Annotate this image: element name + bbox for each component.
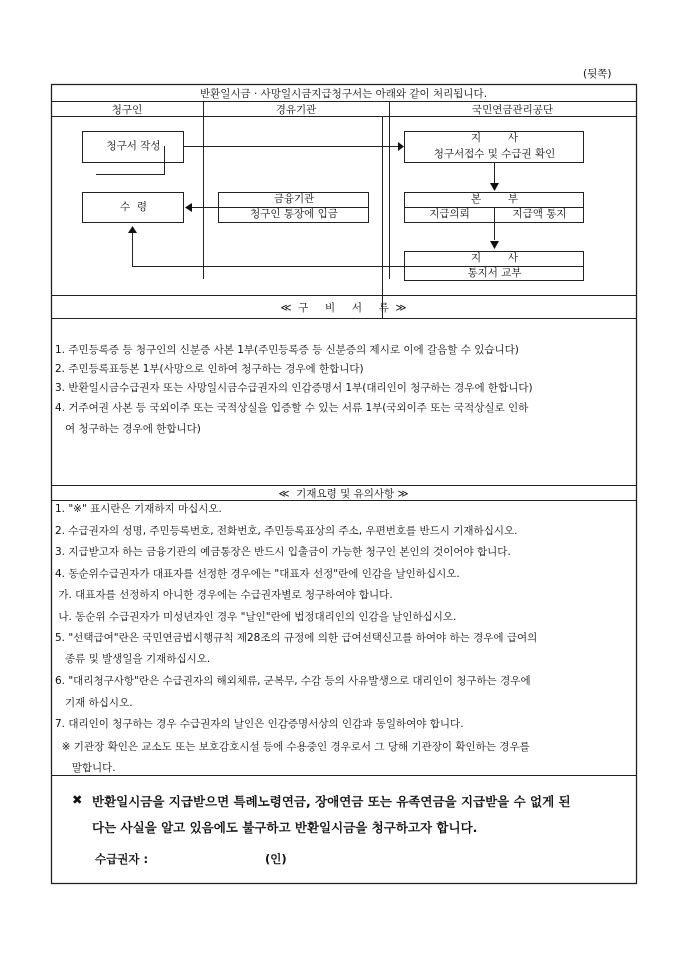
list-item: 5. "선택급여"란은 국민연금법시행규칙 제28조의 규정에 의한 급여선택신고를 하여야 하는 경우에 급여의 xyxy=(55,632,538,644)
flow-hq-left: 지급의뢰 xyxy=(429,208,470,220)
list-item: 3. 지급받고자 하는 금융기관의 예금통장은 반드시 입출금이 가능한 청구인 본인의 것이어야 합니다. xyxy=(55,546,511,558)
flow-branch2-desc: 통지서 교부 xyxy=(467,267,522,279)
list-item: 종류 및 발생일을 기재하십시오. xyxy=(55,653,211,665)
list-item: 7. 대리인이 청구하는 경우 수급권자의 날인은 인감증명서상의 인감과 동일하여야 합니다. xyxy=(55,718,464,730)
flow-hq-title: 본 부 xyxy=(471,193,518,205)
flow-hq-right: 지급액 통지 xyxy=(512,208,567,220)
flow-branch2-title: 지 사 xyxy=(471,252,518,264)
documents-heading: ≪ 구 비 서 류 ≫ xyxy=(280,302,407,314)
list-item: 기재 하십시오. xyxy=(55,697,133,709)
list-item: 6. "대리청구사항"란은 수급권자의 해외체류, 군복무, 수감 등의 사유발생으로 대리인이 청구하는 경우에 xyxy=(55,675,531,687)
form-title: 반환일시금 · 사망일시금지급청구서는 아래와 같이 처리됩니다. xyxy=(199,88,488,100)
list-item: 4. 동순위수급권자가 대표자를 선정한 경우에는 "대표자 선정"란에 인감을 날인하십시오. xyxy=(55,568,460,580)
flow-bank-desc: 청구인 통장에 입금 xyxy=(250,208,338,220)
list-item: 말합니다. xyxy=(55,762,116,774)
column-header-nps: 국민연금관리공단 xyxy=(471,104,554,116)
list-item: ※ 기관장 확인은 교소도 또는 보호감호시설 등에 수용중인 경우로서 그 당해 기관장이 확인하는 경우를 xyxy=(55,741,530,753)
list-item: 2. 주민등록표등본 1부(사망으로 인하여 청구하는 경우에 한합니다) xyxy=(55,363,364,375)
list-item: 나. 동순위 수급권자가 미성년자인 경우 "날인"란에 법정대리인의 인감을 날인하십시오. xyxy=(55,611,457,623)
list-item: 3. 반환일시금수급권자 또는 사망일시금수급권자의 인감증명서 1부(대리인이 청구하는 경우에 한합니다) xyxy=(55,382,533,394)
list-item: 1. "※" 표시란은 기재하지 마십시오. xyxy=(55,503,222,515)
flow-branch1-title: 지 사 xyxy=(471,132,518,144)
flow-bank-title: 금융기관 xyxy=(273,193,315,205)
list-item: 2. 수급권자의 성명, 주민등록번호, 전화번호, 주민등록표상의 주소, 우편번호를 반드시 기재하십시오. xyxy=(55,525,518,537)
declaration-line-1: 반환일시금을 지급받으면 특례노령연금, 장애연금 또는 유족연금을 지급받을 수 없게 된 xyxy=(92,794,571,809)
seal-mark: (인) xyxy=(265,852,287,866)
list-item: 여 청구하는 경우에 한합니다) xyxy=(55,423,201,435)
notes-heading: ≪ 기재요령 및 유의사항 ≫ xyxy=(278,488,409,500)
list-item: 1. 주민등록증 등 청구인의 신분증 사본 1부(주민등록증 등 신분증의 제시로 이에 갈음할 수 있습니다) xyxy=(55,344,519,356)
list-item: 가. 대표자를 선정하지 아니한 경우에는 수급권자별로 청구하여야 합니다. xyxy=(55,589,393,601)
column-header-intermediary: 경유기관 xyxy=(275,104,317,116)
column-header-claimant: 청구인 xyxy=(111,104,143,116)
page-side-label: (뒷쪽) xyxy=(583,68,612,80)
flow-receive: 수 령 xyxy=(120,201,147,213)
flow-branch1-desc: 청구서접수 및 수급권 확인 xyxy=(433,148,556,160)
list-item: 4. 거주여권 사본 등 국외이주 또는 국적상실을 입증할 수 있는 서류 1부(국외이주 또는 국적상실로 인하 xyxy=(55,402,529,414)
flow-write-claim: 청구서 작성 xyxy=(106,140,161,152)
recipient-label: 수급권자 : xyxy=(95,852,149,866)
declaration-line-2: 다는 사실을 알고 있음에도 불구하고 반환일시금을 청구하고자 합니다. xyxy=(92,820,478,835)
declaration-bullet-icon: ✖ xyxy=(72,792,83,807)
